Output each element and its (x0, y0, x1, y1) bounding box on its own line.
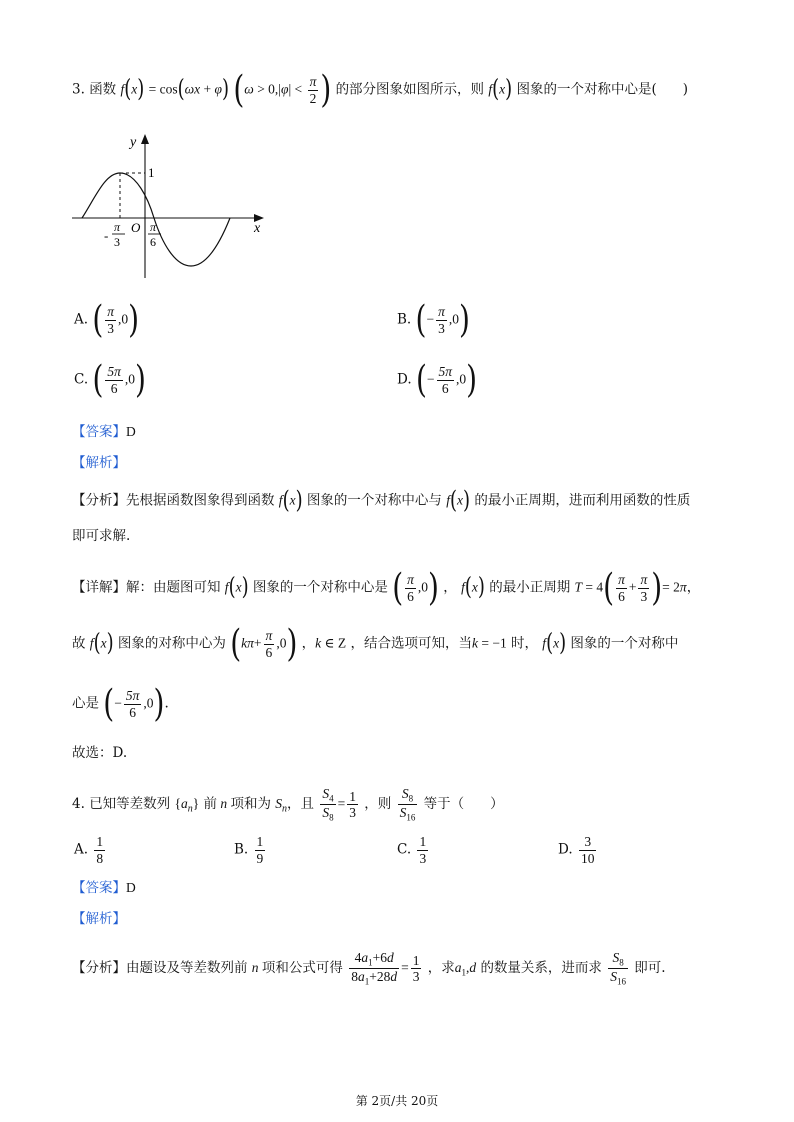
pi6-denominator: 6 (150, 235, 156, 249)
q3-answer: 【答案】D (72, 424, 136, 440)
page-footer: 第 2页/共 20页 (355, 1094, 439, 1108)
q4-option-c: C. $\frac{1}{3}$ (397, 834, 427, 866)
q3-detail-line2: 故 f(x) 图象的对称中心为 (kπ+ $\frac{\pi}{6}$ ,0) ，k ∈ Z ，结合选项可知，当k = −1 时， f(x) 图象的一个对称中 (72, 621, 679, 666)
one-tick-label: 1 (148, 165, 155, 180)
q3-stem: 3. 函数 f(x) = cos(ωx + φ) (ω > 0,|φ| < $\frac{\pi}{2}$ ) 的部分图象如图所示，则 f(x) 图象的一个对称中心是( ) (72, 67, 689, 112)
q4-stem: 4. 已知等差数列 $\{a_n\}$ 前 n 项和为 $S_n$，且 $\frac{S_4}{S_8}$ = $\frac{1}{3}$ ，则 $\frac{S_8}{S_{16}}$ 等于（ ） (72, 786, 504, 823)
q3-fenxi-line1: 【分析】先根据函数图象得到函数 f(x) 图象的一个对称中心与 f(x) 的最小正周期，进而利用函数的性质 (72, 486, 691, 515)
q3-fenxi-line2: 即可求解. (72, 528, 131, 544)
q3-analysis-tag: 【解析】 (72, 455, 126, 471)
x-axis-label: x (254, 221, 261, 236)
y-axis-label: y (130, 135, 137, 150)
q4-option-b: B. $\frac{1}{9}$ (234, 834, 264, 866)
q3-detail-line1: 【详解】解：由题图可知 f(x) 图象的一个对称中心是 ( $\frac{\pi}{6}$ ,0) ， f(x) 的最小正周期 T = 4( $\frac{\pi}{6}$ + $\frac{\pi}{3}$ )= 2π， (72, 565, 701, 610)
pi3-denominator: 3 (114, 235, 120, 249)
fraction: $\frac{\pi}{2}$ (309, 74, 317, 106)
pi3-numerator: π (114, 220, 121, 234)
q3-choose: 故选：D. (72, 745, 128, 761)
pi6-numerator: π (150, 220, 157, 234)
origin-label: O (131, 220, 141, 235)
q3-option-c: C. ( $\frac{5\pi}{6}$ ,0) (74, 357, 146, 402)
q4-fenxi: 【分析】由题设及等差数列前 n 项和公式可得 $\frac{4a_1+6d}{8a_1+28d}$ = $\frac{1}{3}$ ，求$a_1,d$ 的数量关系，进而求 $\frac{S_8}{S_{16}}$ 即可. (72, 950, 666, 987)
answer-tag: 【答案】 (72, 424, 126, 440)
q4-answer: 【答案】D (72, 880, 136, 896)
q3-option-a: A. ( $\frac{\pi}{3}$ ,0) (74, 297, 140, 342)
q3-detail-line3: 心是 (− $\frac{5\pi}{6}$ ,0). (72, 681, 169, 726)
q4-option-a: A. $\frac{1}{8}$ (74, 834, 104, 866)
q4-analysis-tag: 【解析】 (72, 911, 126, 927)
q4-option-d: D. $\frac{3}{10}$ (558, 834, 595, 866)
y-axis-arrow (141, 134, 149, 144)
cosine-graph (70, 128, 270, 283)
q3-option-d: D. (− $\frac{5\pi}{6}$ ,0) (397, 357, 478, 402)
neg-sign: - (104, 228, 109, 243)
q3-option-b: B. (− $\frac{\pi}{3}$ ,0) (397, 297, 470, 342)
